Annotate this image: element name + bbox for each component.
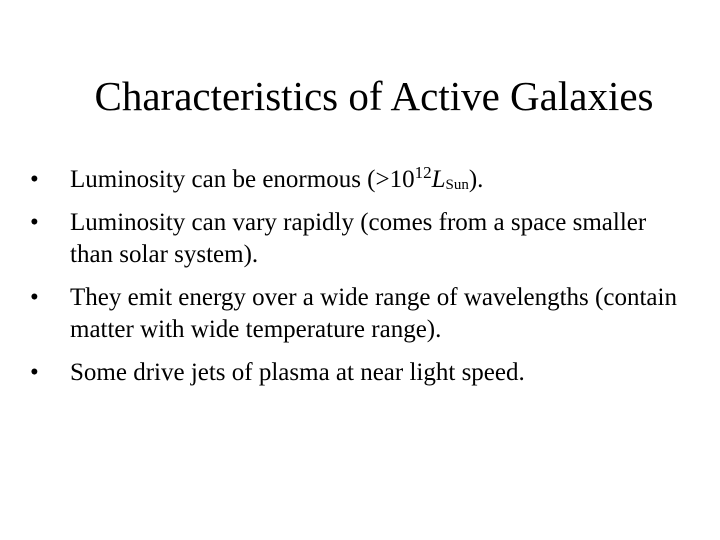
bullet-marker: • xyxy=(30,284,39,311)
bullet-text xyxy=(70,163,484,193)
bullet-item-wavelengths xyxy=(30,282,690,346)
luminosity-exponent: 12 xyxy=(414,163,432,182)
bullet-marker: • xyxy=(30,209,39,236)
bullet-item-luminosity-enormous xyxy=(30,164,690,196)
bullet-marker: • xyxy=(30,359,39,386)
bullet-text-start: Luminosity can be enormous (>10 xyxy=(70,166,415,193)
bullet-text-end: ). xyxy=(468,166,484,193)
bullet-item-luminosity-variable xyxy=(30,207,690,271)
bullet-text: Some drive jets of plasma at near light speed. xyxy=(70,359,525,386)
bullet-list xyxy=(30,164,690,400)
bullet-text: They emit energy over a wide range of wavelengths (contain matter with wide temperature range). xyxy=(70,284,677,343)
bullet-item-jets xyxy=(30,357,690,389)
bullet-text: Luminosity can vary rapidly (comes from a space smaller than solar system). xyxy=(70,209,647,268)
slide-title: Characteristics of Active Galaxies xyxy=(94,73,654,119)
luminosity-subscript: Sun xyxy=(445,177,469,193)
bullet-marker: • xyxy=(30,166,39,193)
luminosity-symbol: L xyxy=(431,166,446,193)
